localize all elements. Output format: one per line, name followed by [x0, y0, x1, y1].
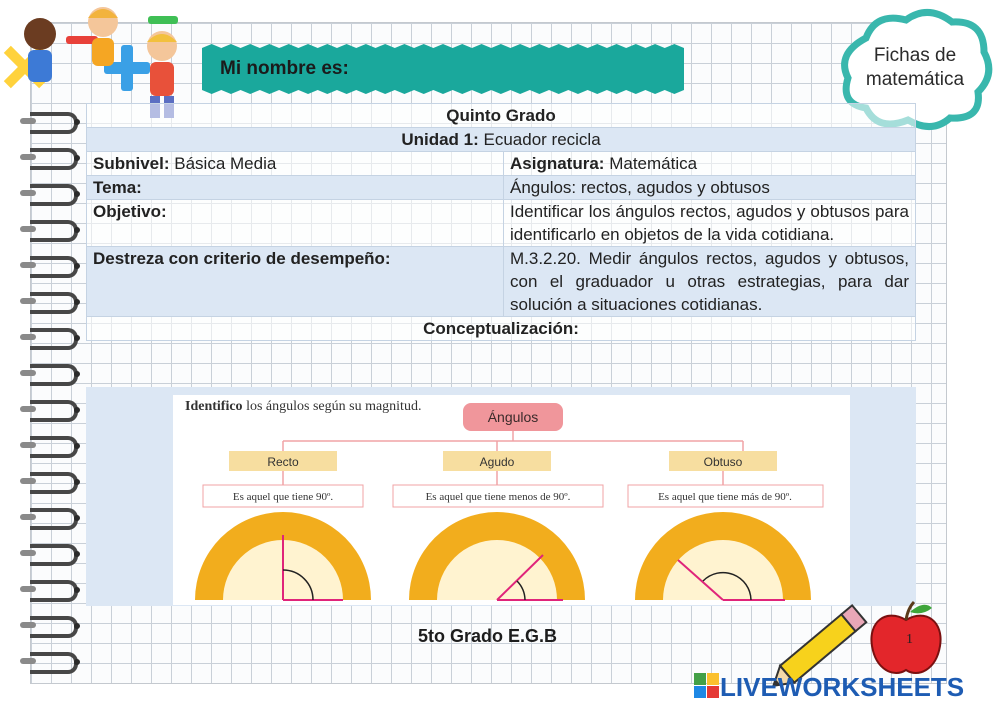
subnivel-label: Subnivel: — [93, 154, 170, 173]
ring — [30, 400, 78, 422]
plus-sign-part — [121, 45, 133, 91]
ring — [30, 652, 78, 674]
table-row — [87, 176, 916, 200]
logo-text: LIVEWORKSHEETS — [720, 671, 965, 702]
badge-line: matemática — [865, 69, 965, 90]
subnivel-value: Básica Media — [174, 154, 277, 173]
objetivo-value-cell — [504, 200, 916, 247]
destreza-label-cell — [87, 247, 504, 317]
name-input[interactable] — [372, 56, 676, 84]
ring — [30, 148, 78, 170]
intro-rest: los ángulos según su magnitud. — [242, 399, 422, 414]
ring — [30, 256, 78, 278]
type-label-recto: Recto — [267, 455, 299, 469]
table-row — [87, 104, 916, 128]
concept-label: Conceptualización: — [423, 319, 579, 338]
type-label-agudo: Agudo — [479, 455, 515, 469]
ring — [30, 616, 78, 638]
table-row — [87, 247, 916, 317]
protractor-recto — [195, 512, 371, 600]
angles-diagram — [173, 395, 850, 605]
destreza-value: M.3.2.20. Medir ángulos rectos, agudos y obtusos, con el graduador u otras estrategias, para dar solución a situaciones cotidianas. — [510, 249, 909, 314]
unit-value: Ecuador recicla — [483, 130, 601, 149]
asignatura-cell — [504, 152, 916, 176]
tema-value: Ángulos: rectos, agudos y obtusos — [510, 178, 770, 197]
badge-title — [845, 44, 985, 92]
logo-square — [694, 686, 706, 698]
protractor-obtuso — [635, 512, 811, 600]
connector-lines — [283, 471, 723, 485]
desc-obtuso: Es aquel que tiene más de 90º. — [658, 491, 792, 503]
diagram-intro — [185, 399, 421, 414]
objetivo-label: Objetivo: — [93, 202, 167, 221]
ring — [30, 328, 78, 350]
info-table — [86, 103, 916, 341]
grade-cell — [87, 104, 916, 128]
objetivo-value: Identificar los ángulos rectos, agudos y obtusos para identificarlo en objetos de la vida cotidiana. — [510, 202, 909, 244]
connector-lines — [283, 431, 743, 451]
tema-label-cell — [87, 176, 504, 200]
footer-title: 5to Grado E.G.B — [418, 626, 558, 646]
logo-icon — [694, 673, 720, 701]
ring — [30, 292, 78, 314]
type-label-obtuso: Obtuso — [703, 455, 743, 469]
ring — [30, 364, 78, 386]
ring — [30, 220, 78, 242]
table-row — [87, 152, 916, 176]
ring — [30, 436, 78, 458]
asignatura-value: Matemática — [609, 154, 698, 173]
page-number: 1 — [906, 632, 913, 647]
kid-body — [150, 62, 174, 96]
kid-hair — [88, 9, 118, 18]
root-label: Ángulos — [487, 409, 539, 425]
table-row — [87, 200, 916, 247]
liveworksheets-logo[interactable] — [694, 672, 964, 702]
logo-square — [707, 686, 719, 698]
ring — [30, 580, 78, 602]
minus-sign — [148, 16, 178, 24]
logo-square — [707, 673, 719, 685]
kid-head — [24, 18, 56, 50]
intro-bold: Identifico — [185, 399, 243, 414]
kid-body — [92, 38, 114, 66]
apple-leaf — [910, 605, 932, 614]
kid-hair — [147, 34, 177, 42]
concept-label-cell — [87, 317, 916, 341]
grade-title: Quinto Grado — [446, 106, 556, 125]
ring — [30, 508, 78, 530]
ring — [30, 184, 78, 206]
name-label: Mi nombre es: — [220, 58, 349, 79]
badge-line: Fichas de — [873, 45, 957, 66]
destreza-value-cell — [504, 247, 916, 317]
ring — [30, 544, 78, 566]
ring — [30, 472, 78, 494]
logo-square — [694, 673, 706, 685]
table-row — [87, 317, 916, 341]
unit-label: Unidad 1: — [401, 130, 479, 149]
tema-label: Tema: — [93, 178, 142, 197]
table-row — [87, 128, 916, 152]
desc-agudo: Es aquel que tiene menos de 90º. — [425, 491, 571, 503]
unit-cell — [87, 128, 916, 152]
asignatura-label: Asignatura: — [510, 154, 605, 173]
subnivel-cell — [87, 152, 504, 176]
protractor-agudo — [409, 512, 585, 600]
desc-recto: Es aquel que tiene 90º. — [232, 491, 334, 503]
kid-body — [28, 50, 52, 82]
objetivo-label-cell — [87, 200, 504, 247]
destreza-label: Destreza con criterio de desempeño: — [93, 249, 391, 268]
tema-value-cell — [504, 176, 916, 200]
